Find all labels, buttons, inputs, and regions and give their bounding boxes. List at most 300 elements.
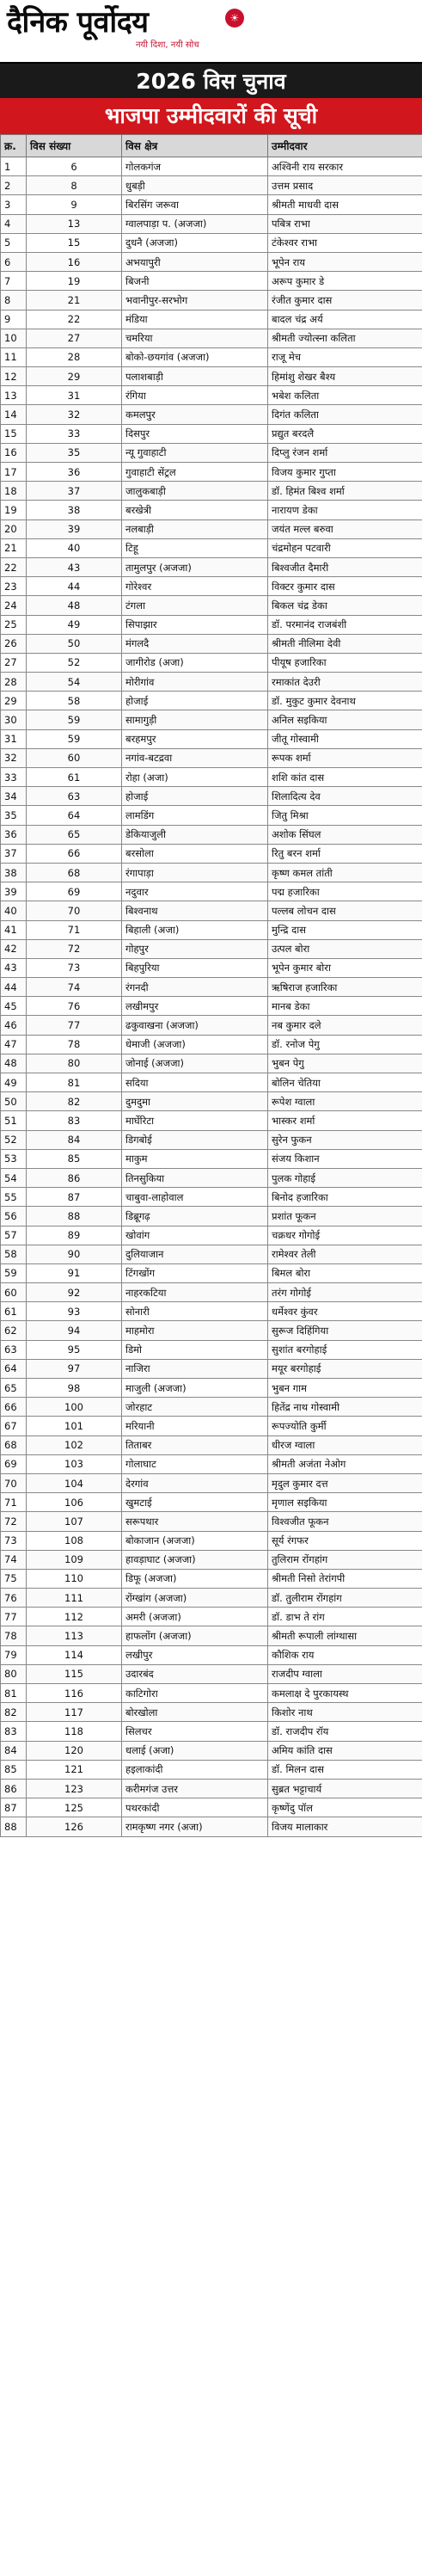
constituency-cell: होजाई bbox=[122, 787, 268, 806]
serial-cell: 26 bbox=[1, 634, 27, 653]
constituency-cell: नगांव-बटद्रवा bbox=[122, 748, 268, 767]
constituency-cell: अमरी (अजजा) bbox=[122, 1608, 268, 1626]
constituency-cell: न्यू गुवाहाटी bbox=[122, 443, 268, 462]
table-row bbox=[1, 920, 422, 939]
constituency-cell: माकुम bbox=[122, 1149, 268, 1168]
constituency-number-cell: 102 bbox=[27, 1436, 122, 1454]
table-row bbox=[1, 673, 422, 692]
constituency-number-cell: 74 bbox=[27, 978, 122, 997]
constituency-cell: रामकृष्ण नगर (अजा) bbox=[122, 1817, 268, 1836]
candidate-cell: कृष्णेंदु पॉल bbox=[268, 1798, 422, 1817]
serial-cell: 20 bbox=[1, 520, 27, 538]
constituency-number-cell: 89 bbox=[27, 1226, 122, 1245]
constituency-cell: सिलचर bbox=[122, 1722, 268, 1741]
table-row bbox=[1, 748, 422, 767]
serial-cell: 54 bbox=[1, 1168, 27, 1187]
constituency-number-cell: 65 bbox=[27, 825, 122, 844]
constituency-number-cell: 28 bbox=[27, 347, 122, 366]
table-row bbox=[1, 1016, 422, 1035]
candidate-cell: चंद्रमोहन पटवारी bbox=[268, 538, 422, 557]
candidate-cell: कौशिक राय bbox=[268, 1645, 422, 1664]
serial-cell: 8 bbox=[1, 291, 27, 310]
serial-cell: 64 bbox=[1, 1359, 27, 1378]
constituency-number-cell: 58 bbox=[27, 692, 122, 710]
table-row bbox=[1, 1398, 422, 1417]
serial-cell: 6 bbox=[1, 252, 27, 271]
table-row bbox=[1, 1645, 422, 1664]
constituency-cell: बिश्वनाथ bbox=[122, 901, 268, 920]
table-row bbox=[1, 1664, 422, 1683]
table-row bbox=[1, 958, 422, 977]
constituency-cell: नाजिरा bbox=[122, 1359, 268, 1378]
table-row bbox=[1, 501, 422, 520]
serial-cell: 81 bbox=[1, 1684, 27, 1703]
serial-cell: 60 bbox=[1, 1283, 27, 1302]
constituency-number-cell: 116 bbox=[27, 1684, 122, 1703]
constituency-number-cell: 54 bbox=[27, 673, 122, 692]
candidate-cell: डॉ. तुलीराम रोंगहांग bbox=[268, 1589, 422, 1608]
constituency-cell: सामागुड़ी bbox=[122, 710, 268, 729]
serial-cell: 3 bbox=[1, 195, 27, 214]
constituency-cell: रोंग्खांग (अजजा) bbox=[122, 1589, 268, 1608]
serial-cell: 16 bbox=[1, 443, 27, 462]
candidate-cell: दिगंत कलिता bbox=[268, 405, 422, 424]
candidate-cell: अमिय कांति दास bbox=[268, 1741, 422, 1760]
table-row bbox=[1, 176, 422, 195]
table-row bbox=[1, 787, 422, 806]
table-row bbox=[1, 1817, 422, 1836]
brand-name: दैनिक पूर्वोदय bbox=[7, 5, 149, 40]
constituency-number-cell: 111 bbox=[27, 1589, 122, 1608]
constituency-cell: मंडिया bbox=[122, 310, 268, 329]
serial-cell: 87 bbox=[1, 1798, 27, 1817]
candidate-cell: विक्टर कुमार दास bbox=[268, 577, 422, 596]
constituency-cell: हाफलोंग (अजजा) bbox=[122, 1626, 268, 1645]
serial-cell: 42 bbox=[1, 939, 27, 958]
candidate-cell: जितु मिश्रा bbox=[268, 806, 422, 825]
candidate-cell: भबेश कलिता bbox=[268, 386, 422, 405]
constituency-cell: गुवाहाटी सेंट्रल bbox=[122, 463, 268, 482]
serial-cell: 86 bbox=[1, 1779, 27, 1798]
constituency-cell: चमरिया bbox=[122, 329, 268, 347]
table-row bbox=[1, 157, 422, 176]
constituency-cell: डिफू (अजजा) bbox=[122, 1569, 268, 1588]
candidate-cell: रूपज्योति कुर्मी bbox=[268, 1417, 422, 1436]
candidate-cell: अनिल सइकिया bbox=[268, 710, 422, 729]
serial-cell: 51 bbox=[1, 1111, 27, 1130]
constituency-cell: जागीरोड (अजा) bbox=[122, 653, 268, 672]
table-row bbox=[1, 1321, 422, 1340]
serial-cell: 5 bbox=[1, 233, 27, 252]
serial-cell: 21 bbox=[1, 538, 27, 557]
constituency-number-cell: 92 bbox=[27, 1283, 122, 1302]
serial-cell: 78 bbox=[1, 1626, 27, 1645]
table-row bbox=[1, 1473, 422, 1492]
table-row bbox=[1, 1035, 422, 1054]
constituency-number-cell: 114 bbox=[27, 1645, 122, 1664]
table-row bbox=[1, 1626, 422, 1645]
serial-cell: 10 bbox=[1, 329, 27, 347]
candidate-cell: तुलिराम रोंगहांग bbox=[268, 1550, 422, 1569]
candidate-cell: अरूप कुमार डे bbox=[268, 272, 422, 291]
table-row bbox=[1, 806, 422, 825]
constituency-number-cell: 104 bbox=[27, 1473, 122, 1492]
constituency-number-cell: 16 bbox=[27, 252, 122, 271]
serial-cell: 50 bbox=[1, 1092, 27, 1111]
table-row bbox=[1, 1054, 422, 1073]
candidate-cell: हितेंद्र नाथ गोस्वामी bbox=[268, 1398, 422, 1417]
serial-cell: 22 bbox=[1, 557, 27, 576]
candidate-cell: श्रीमती माधवी दास bbox=[268, 195, 422, 214]
constituency-number-cell: 83 bbox=[27, 1111, 122, 1130]
constituency-number-cell: 59 bbox=[27, 710, 122, 729]
candidate-cell: उत्पल बोरा bbox=[268, 939, 422, 958]
table-row bbox=[1, 1741, 422, 1760]
constituency-number-cell: 115 bbox=[27, 1664, 122, 1683]
candidate-cell: अश्विनी राय सरकार bbox=[268, 157, 422, 176]
constituency-number-cell: 36 bbox=[27, 463, 122, 482]
constituency-number-cell: 77 bbox=[27, 1016, 122, 1035]
candidate-cell: अशोक सिंघल bbox=[268, 825, 422, 844]
constituency-cell: टिंगखोंग bbox=[122, 1263, 268, 1282]
candidate-cell: प्रशांत फूकन bbox=[268, 1207, 422, 1226]
candidate-cell: डॉ. डाभ ते रांग bbox=[268, 1608, 422, 1626]
table-row bbox=[1, 1760, 422, 1779]
constituency-number-cell: 108 bbox=[27, 1531, 122, 1550]
constituency-cell: सदिया bbox=[122, 1073, 268, 1092]
constituency-cell: लामडिंग bbox=[122, 806, 268, 825]
table-row bbox=[1, 195, 422, 214]
table-row bbox=[1, 1130, 422, 1149]
constituency-cell: बरहमपुर bbox=[122, 729, 268, 748]
constituency-number-cell: 100 bbox=[27, 1398, 122, 1417]
serial-cell: 39 bbox=[1, 882, 27, 901]
candidate-cell: कमलाक्ष दे पुरकायस्थ bbox=[268, 1684, 422, 1703]
table-row bbox=[1, 443, 422, 462]
constituency-cell: करीमगंज उत्तर bbox=[122, 1779, 268, 1798]
serial-cell: 15 bbox=[1, 424, 27, 443]
constituency-number-cell: 29 bbox=[27, 367, 122, 386]
serial-cell: 41 bbox=[1, 920, 27, 939]
serial-cell: 48 bbox=[1, 1054, 27, 1073]
constituency-number-cell: 60 bbox=[27, 748, 122, 767]
table-row bbox=[1, 1531, 422, 1550]
table-row bbox=[1, 520, 422, 538]
candidate-cell: जीतू गोस्वामी bbox=[268, 729, 422, 748]
table-row bbox=[1, 1207, 422, 1226]
constituency-number-cell: 71 bbox=[27, 920, 122, 939]
constituency-number-cell: 78 bbox=[27, 1035, 122, 1054]
table-row bbox=[1, 1779, 422, 1798]
candidate-cell: मानब डेका bbox=[268, 997, 422, 1016]
constituency-cell: होजाई bbox=[122, 692, 268, 710]
serial-cell: 75 bbox=[1, 1569, 27, 1588]
serial-cell: 17 bbox=[1, 463, 27, 482]
table-row bbox=[1, 1512, 422, 1531]
table-row bbox=[1, 882, 422, 901]
serial-cell: 56 bbox=[1, 1207, 27, 1226]
table-row bbox=[1, 692, 422, 710]
constituency-cell: जालुकबाड़ी bbox=[122, 482, 268, 501]
table-row bbox=[1, 1722, 422, 1741]
table-row bbox=[1, 710, 422, 729]
constituency-number-cell: 117 bbox=[27, 1703, 122, 1722]
constituency-number-cell: 118 bbox=[27, 1722, 122, 1741]
table-row bbox=[1, 577, 422, 596]
candidate-cell: बिनोद हजारिका bbox=[268, 1188, 422, 1207]
constituency-number-cell: 68 bbox=[27, 863, 122, 882]
constituency-cell: बरसोला bbox=[122, 844, 268, 863]
constituency-cell: बिजनी bbox=[122, 272, 268, 291]
constituency-number-cell: 72 bbox=[27, 939, 122, 958]
candidate-cell: रामेश्वर तेली bbox=[268, 1245, 422, 1263]
constituency-number-cell: 40 bbox=[27, 538, 122, 557]
serial-cell: 34 bbox=[1, 787, 27, 806]
constituency-cell: दुमदुमा bbox=[122, 1092, 268, 1111]
header-constituency: विस क्षेत्र bbox=[122, 135, 268, 157]
serial-cell: 27 bbox=[1, 653, 27, 672]
table-row bbox=[1, 1245, 422, 1263]
candidate-cell: मयूर बरगोहाई bbox=[268, 1359, 422, 1378]
constituency-number-cell: 13 bbox=[27, 214, 122, 233]
table-row bbox=[1, 634, 422, 653]
constituency-cell: पलाशबाड़ी bbox=[122, 367, 268, 386]
serial-cell: 44 bbox=[1, 978, 27, 997]
constituency-cell: खोवांग bbox=[122, 1226, 268, 1245]
constituency-cell: जोरहाट bbox=[122, 1398, 268, 1417]
constituency-number-cell: 110 bbox=[27, 1569, 122, 1588]
candidate-cell: शशि कांत दास bbox=[268, 768, 422, 787]
candidate-cell: राजदीप ग्वाला bbox=[268, 1664, 422, 1683]
serial-cell: 69 bbox=[1, 1454, 27, 1473]
candidate-cell: प्रद्युत बरदलै bbox=[268, 424, 422, 443]
candidate-cell: सुब्रत भट्टाचार्य bbox=[268, 1779, 422, 1798]
constituency-number-cell: 61 bbox=[27, 768, 122, 787]
constituency-number-cell: 8 bbox=[27, 176, 122, 195]
candidate-cell: श्रीमती रूपाली लांग्थासा bbox=[268, 1626, 422, 1645]
constituency-cell: डिगबोई bbox=[122, 1130, 268, 1149]
table-row bbox=[1, 1302, 422, 1321]
table-row bbox=[1, 1092, 422, 1111]
candidate-cell: सूर्य रंगफर bbox=[268, 1531, 422, 1550]
candidate-cell: पबित्र राभा bbox=[268, 214, 422, 233]
constituency-cell: डिब्रूगढ़ bbox=[122, 1207, 268, 1226]
serial-cell: 45 bbox=[1, 997, 27, 1016]
serial-cell: 55 bbox=[1, 1188, 27, 1207]
constituency-number-cell: 120 bbox=[27, 1741, 122, 1760]
candidate-cell: भुबन गाम bbox=[268, 1379, 422, 1398]
candidate-cell: ऋषिराज हजारिका bbox=[268, 978, 422, 997]
candidate-cell: रमाकांत देउरी bbox=[268, 673, 422, 692]
candidate-cell: तरंग गोगोई bbox=[268, 1283, 422, 1302]
constituency-number-cell: 22 bbox=[27, 310, 122, 329]
candidate-cell: डॉ. मुकुट कुमार देवनाथ bbox=[268, 692, 422, 710]
brand bbox=[7, 5, 199, 50]
constituency-number-cell: 121 bbox=[27, 1760, 122, 1779]
constituency-cell: दुलियाजान bbox=[122, 1245, 268, 1263]
constituency-number-cell: 91 bbox=[27, 1263, 122, 1282]
constituency-cell: गोरेश्वर bbox=[122, 577, 268, 596]
candidate-cell: संजय किशान bbox=[268, 1149, 422, 1168]
constituency-number-cell: 103 bbox=[27, 1454, 122, 1473]
serial-cell: 59 bbox=[1, 1263, 27, 1282]
constituency-number-cell: 95 bbox=[27, 1340, 122, 1359]
serial-cell: 80 bbox=[1, 1664, 27, 1683]
candidate-cell: नारायण डेका bbox=[268, 501, 422, 520]
candidate-cell: विजय मालाकार bbox=[268, 1817, 422, 1836]
serial-cell: 61 bbox=[1, 1302, 27, 1321]
table-row bbox=[1, 252, 422, 271]
constituency-cell: बोकाजान (अजजा) bbox=[122, 1531, 268, 1550]
candidate-cell: बिकल चंद्र डेका bbox=[268, 596, 422, 615]
constituency-number-cell: 126 bbox=[27, 1817, 122, 1836]
table-row bbox=[1, 1073, 422, 1092]
constituency-cell: लखीमपुर bbox=[122, 997, 268, 1016]
serial-cell: 72 bbox=[1, 1512, 27, 1531]
candidate-table bbox=[0, 134, 422, 1837]
serial-cell: 66 bbox=[1, 1398, 27, 1417]
table-row bbox=[1, 272, 422, 291]
candidate-cell: पीयूष हजारिका bbox=[268, 653, 422, 672]
candidate-cell: जयंत मल्ल बरुवा bbox=[268, 520, 422, 538]
table-header bbox=[1, 135, 422, 157]
table-row bbox=[1, 291, 422, 310]
serial-cell: 47 bbox=[1, 1035, 27, 1054]
constituency-cell: भवानीपुर-सरभोग bbox=[122, 291, 268, 310]
table-row bbox=[1, 1359, 422, 1378]
constituency-number-cell: 112 bbox=[27, 1608, 122, 1626]
candidate-cell: बादल चंद्र अर्य bbox=[268, 310, 422, 329]
table-row bbox=[1, 1589, 422, 1608]
constituency-cell: दिसपुर bbox=[122, 424, 268, 443]
constituency-cell: खुमटाई bbox=[122, 1493, 268, 1512]
constituency-cell: धेमाजी (अजजा) bbox=[122, 1035, 268, 1054]
constituency-number-cell: 49 bbox=[27, 615, 122, 634]
table-row bbox=[1, 729, 422, 748]
candidate-cell: दिप्लु रंजन शर्मा bbox=[268, 443, 422, 462]
serial-cell: 38 bbox=[1, 863, 27, 882]
table-row bbox=[1, 1417, 422, 1436]
constituency-cell: नलबाड़ी bbox=[122, 520, 268, 538]
constituency-number-cell: 101 bbox=[27, 1417, 122, 1436]
constituency-number-cell: 38 bbox=[27, 501, 122, 520]
table-row bbox=[1, 214, 422, 233]
serial-cell: 35 bbox=[1, 806, 27, 825]
serial-cell: 23 bbox=[1, 577, 27, 596]
page-subtitle: भाजपा उम्मीदवारों की सूची bbox=[0, 98, 422, 134]
candidate-cell: किशोर नाथ bbox=[268, 1703, 422, 1722]
constituency-cell: तामुलपुर (अजजा) bbox=[122, 557, 268, 576]
candidate-cell: श्रीमती नीलिमा देवी bbox=[268, 634, 422, 653]
candidate-cell: शिलादित्य देव bbox=[268, 787, 422, 806]
constituency-number-cell: 15 bbox=[27, 233, 122, 252]
table-row bbox=[1, 1493, 422, 1512]
constituency-cell: डेकियाजुली bbox=[122, 825, 268, 844]
serial-cell: 57 bbox=[1, 1226, 27, 1245]
serial-cell: 77 bbox=[1, 1608, 27, 1626]
table-row bbox=[1, 386, 422, 405]
serial-cell: 28 bbox=[1, 673, 27, 692]
serial-cell: 7 bbox=[1, 272, 27, 291]
candidate-cell: डॉ. हिमंत बिश्व शर्मा bbox=[268, 482, 422, 501]
constituency-cell: मरियानी bbox=[122, 1417, 268, 1436]
candidate-cell: पुलक गोहाई bbox=[268, 1168, 422, 1187]
serial-cell: 1 bbox=[1, 157, 27, 176]
constituency-number-cell: 113 bbox=[27, 1626, 122, 1645]
constituency-cell: उदारबंद bbox=[122, 1664, 268, 1683]
table-body bbox=[1, 157, 422, 1837]
constituency-number-cell: 98 bbox=[27, 1379, 122, 1398]
constituency-cell: धलाई (अजा) bbox=[122, 1741, 268, 1760]
serial-cell: 14 bbox=[1, 405, 27, 424]
constituency-number-cell: 63 bbox=[27, 787, 122, 806]
table-row bbox=[1, 347, 422, 366]
constituency-cell: गोहपुर bbox=[122, 939, 268, 958]
table-row bbox=[1, 463, 422, 482]
candidate-cell: विश्वजीत फूकन bbox=[268, 1512, 422, 1531]
constituency-number-cell: 33 bbox=[27, 424, 122, 443]
candidate-cell: भूपेन कुमार बोरा bbox=[268, 958, 422, 977]
table-row bbox=[1, 1684, 422, 1703]
serial-cell: 24 bbox=[1, 596, 27, 615]
constituency-number-cell: 76 bbox=[27, 997, 122, 1016]
constituency-number-cell: 52 bbox=[27, 653, 122, 672]
constituency-number-cell: 81 bbox=[27, 1073, 122, 1092]
serial-cell: 40 bbox=[1, 901, 27, 920]
constituency-number-cell: 64 bbox=[27, 806, 122, 825]
constituency-number-cell: 59 bbox=[27, 729, 122, 748]
serial-cell: 49 bbox=[1, 1073, 27, 1092]
constituency-cell: हइलाकांदी bbox=[122, 1760, 268, 1779]
candidate-cell: सुरूज दिहिंगिया bbox=[268, 1321, 422, 1340]
constituency-cell: गोलाघाट bbox=[122, 1454, 268, 1473]
candidate-cell: मृदुल कुमार दत्त bbox=[268, 1473, 422, 1492]
serial-cell: 70 bbox=[1, 1473, 27, 1492]
serial-cell: 58 bbox=[1, 1245, 27, 1263]
serial-cell: 88 bbox=[1, 1817, 27, 1836]
serial-cell: 33 bbox=[1, 768, 27, 787]
candidate-cell: डॉ. रनोज पेगु bbox=[268, 1035, 422, 1054]
constituency-cell: चाबुवा-लाहोवाल bbox=[122, 1188, 268, 1207]
table-row bbox=[1, 482, 422, 501]
candidate-cell: भूपेन राय bbox=[268, 252, 422, 271]
candidate-cell: भास्कर शर्मा bbox=[268, 1111, 422, 1130]
constituency-cell: तिताबर bbox=[122, 1436, 268, 1454]
constituency-number-cell: 31 bbox=[27, 386, 122, 405]
constituency-cell: बिहाली (अजा) bbox=[122, 920, 268, 939]
serial-cell: 68 bbox=[1, 1436, 27, 1454]
table-row bbox=[1, 596, 422, 615]
serial-cell: 25 bbox=[1, 615, 27, 634]
candidate-cell: पद्म हजारिका bbox=[268, 882, 422, 901]
constituency-cell: देरगांव bbox=[122, 1473, 268, 1492]
constituency-number-cell: 48 bbox=[27, 596, 122, 615]
candidate-cell: धर्मेश्वर कुंवर bbox=[268, 1302, 422, 1321]
constituency-number-cell: 6 bbox=[27, 157, 122, 176]
candidate-cell: उत्तम प्रसाद bbox=[268, 176, 422, 195]
candidate-cell: मुन्द्रि दास bbox=[268, 920, 422, 939]
serial-cell: 84 bbox=[1, 1741, 27, 1760]
table-row bbox=[1, 310, 422, 329]
constituency-number-cell: 107 bbox=[27, 1512, 122, 1531]
table-row bbox=[1, 1111, 422, 1130]
constituency-number-cell: 109 bbox=[27, 1550, 122, 1569]
constituency-number-cell: 27 bbox=[27, 329, 122, 347]
constituency-number-cell: 32 bbox=[27, 405, 122, 424]
candidate-cell: मृणाल सइकिया bbox=[268, 1493, 422, 1512]
candidate-cell: रूपेश ग्वाला bbox=[268, 1092, 422, 1111]
table-row bbox=[1, 1340, 422, 1359]
